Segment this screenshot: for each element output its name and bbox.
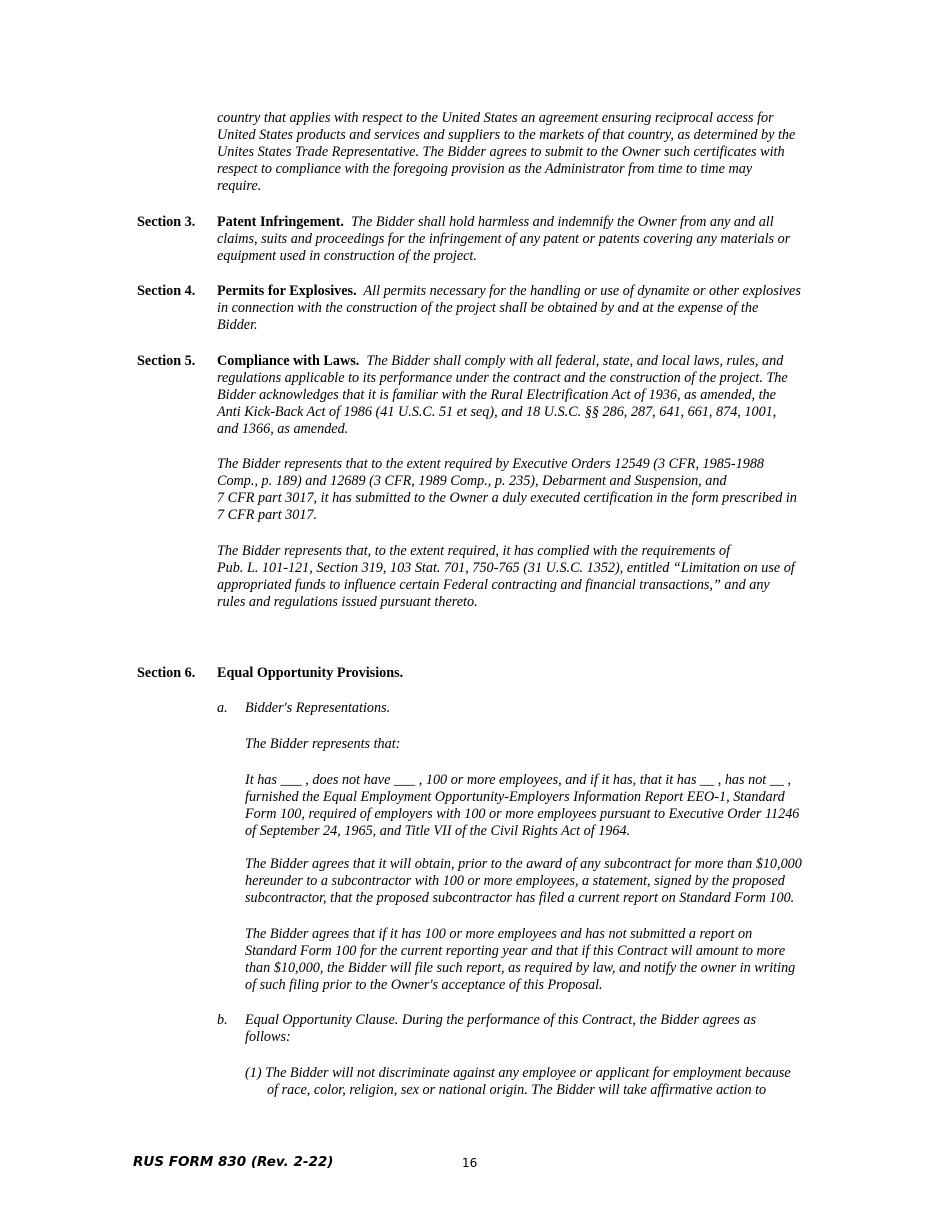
text-line: of race, color, religion, sex or national origin. The Bidder will take affirmative action to [267,1082,767,1098]
text-line: require. [217,178,262,194]
item-a-label: a. [217,700,228,716]
text-line: The Bidder shall hold harmless and indemnify the Owner from any and all [350,214,774,230]
item-a-intro [245,736,400,753]
item-b-paragraph [245,1012,756,1046]
text-line: The Bidder represents that, to the extent required, it has complied with the requirements of [217,543,731,559]
section-3-label: Section 3. [137,214,196,230]
section-4-body [217,283,801,334]
item-a-subcontract-paragraph [245,856,802,907]
text-line: Anti Kick-Back Act of 1986 (41 U.S.C. 51 et seq), and 18 U.S.C. §§ 286, 287, 641, 661, 874, 1001, [217,404,777,420]
text-line: Comp., p. 189) and 12689 (3 CFR, 1989 Comp., p. 235), Debarment and Suspension, and [217,473,727,489]
text-line: than $10,000, the Bidder will file such report, as required by law, and notify the owner in writing [245,960,796,976]
section-5-heading: Compliance with Laws. [217,353,360,369]
section-5-debarment-paragraph [217,456,797,524]
text-line: It has ___ , does not have ___ , 100 or more employees, and if it has, that it has __ , has not __ , [245,772,792,788]
text-line: country that applies with respect to the United States an agreement ensuring reciprocal access for [217,110,774,126]
text-line: Unites States Trade Representative. The Bidder agrees to submit to the Owner such certificates with [217,144,785,160]
section-4-heading: Permits for Explosives. [217,283,357,299]
carryover-paragraph [217,110,795,195]
text-line: regulations applicable to its performance under the contract and the construction of the project. The [217,370,788,386]
text-line: All permits necessary for the handling or use of dynamite or other explosives [363,283,801,299]
text-line: in connection with the construction of the project shall be obtained by and at the expense of the [217,300,759,316]
text-line: appropriated funds to influence certain Federal contracting and financial transactions,” and any [217,577,770,593]
text-line: Bidder acknowledges that it is familiar with the Rural Electrification Act of 1936, as amended, the [217,387,776,403]
text-line: (1) The Bidder will not discriminate against any employee or applicant for employment because [245,1065,791,1081]
text-line: The Bidder represents that to the extent required by Executive Orders 12549 (3 CFR, 1985-1988 [217,456,765,472]
text-line: Bidder's Representations. [245,700,391,716]
text-line: follows: [245,1029,291,1045]
section-5-label: Section 5. [137,353,196,369]
text-line: Pub. L. 101-121, Section 319, 103 Stat. 701, 750-765 (31 U.S.C. 1352), entitled “Limitation on use of [217,560,795,576]
text-line: of such filing prior to the Owner's acceptance of this Proposal. [245,977,603,993]
section-6-label: Section 6. [137,665,196,681]
section-4-label: Section 4. [137,283,196,299]
section-3-heading: Patent Infringement. [217,214,344,230]
item-b-label: b. [217,1012,228,1028]
item-b-1-paragraph [245,1065,791,1099]
section-4-first-line [217,283,801,300]
item-a-title [245,700,390,717]
section-3-first-line [217,214,790,231]
item-a-employee-count-paragraph [245,772,799,840]
text-line: Equal Opportunity Clause. During the performance of this Contract, the Bidder agrees as [245,1012,756,1028]
section-3-body [217,214,790,265]
text-line: The Bidder represents that: [245,736,401,752]
text-line: subcontractor, that the proposed subcontractor has filed a current report on Standard Form 100. [245,890,795,906]
item-a-report-paragraph [245,926,795,994]
text-line: respect to compliance with the foregoing provision as the Administrator from time to time may [217,161,753,177]
text-line: of September 24, 1965, and Title VII of the Civil Rights Act of 1964. [245,823,631,839]
text-line: The Bidder agrees that it will obtain, prior to the award of any subcontract for more than $10,000 [245,856,802,872]
text-line: 7 CFR part 3017. [217,507,318,523]
footer-page-number: 16 [462,1156,478,1170]
text-line: furnished the Equal Employment Opportunity-Employers Information Report EEO-1, Standard [245,789,785,805]
text-line: and 1366, as amended. [217,421,349,437]
section-5-first-line [217,353,788,370]
text-line: Standard Form 100 for the current reporting year and that if this Contract will amount to more [245,943,786,959]
text-line: 7 CFR part 3017, it has submitted to the Owner a duly executed certification in the form prescribed in [217,490,797,506]
footer-form-number: RUS FORM 830 (Rev. 2-22) [133,1154,334,1170]
text-line: United States products and services and suppliers to the markets of that country, as determined by the [217,127,796,143]
text-line: hereunder to a subcontractor with 100 or more employees, a statement, signed by the proposed [245,873,785,889]
text-line: Bidder. [217,317,258,333]
text-line: The Bidder agrees that if it has 100 or more employees and has not submitted a report on [245,926,753,942]
text-line: The Bidder shall comply with all federal, state, and local laws, rules, and [366,353,784,369]
text-line: Form 100, required of employers with 100 or more employees pursuant to Executive Order 11246 [245,806,800,822]
section-6-heading: Equal Opportunity Provisions. [217,665,404,681]
text-line: claims, suits and proceedings for the infringement of any patent or patents covering any materials or [217,231,791,247]
section-5-lobbying-paragraph [217,543,795,611]
text-line: equipment used in construction of the project. [217,248,477,264]
section-5-body [217,353,788,438]
text-line: rules and regulations issued pursuant thereto. [217,594,478,610]
